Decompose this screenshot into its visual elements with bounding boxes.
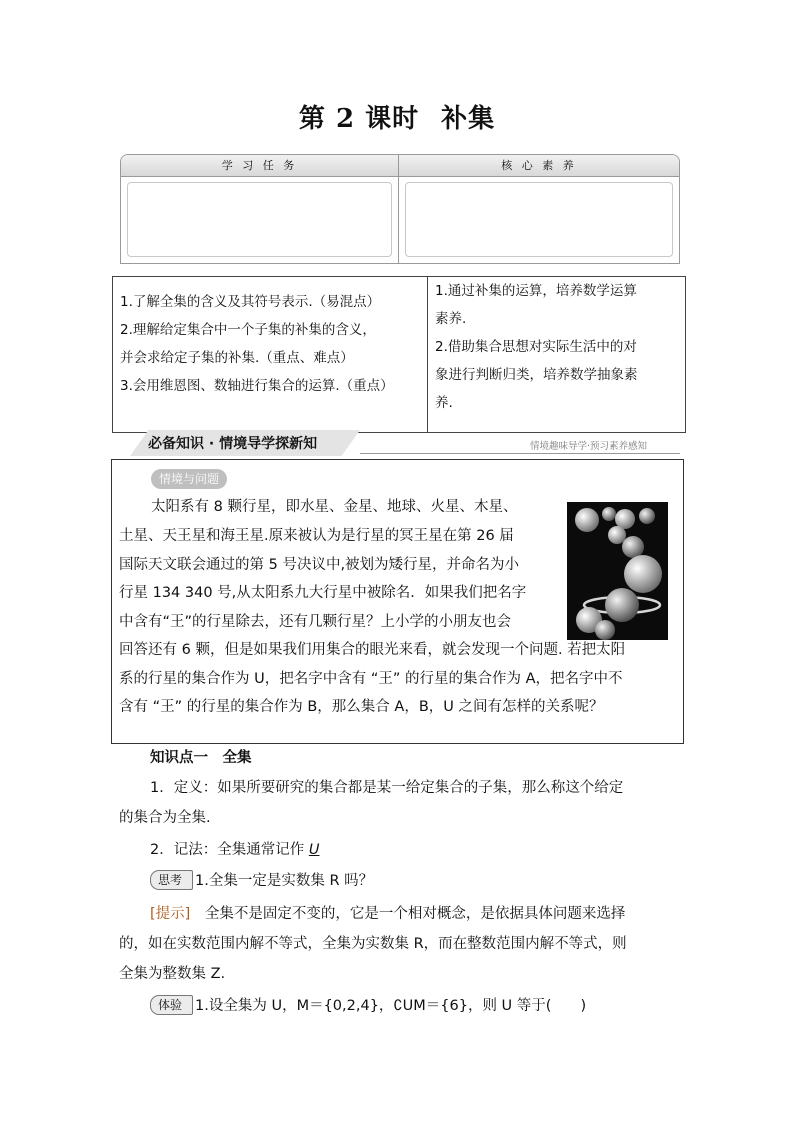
header-literacy-body	[405, 182, 673, 257]
definition-line-1-wrap	[150, 773, 623, 803]
situation-line: 国际天文联会通过的第 5 号决议中,被划为矮行星，并命名为小	[119, 556, 520, 573]
think-line	[150, 866, 373, 896]
knowledge-heading: 知识点一 全集	[150, 750, 252, 766]
literacy-cell	[428, 277, 685, 432]
literacy-line: 象进行判断归类，培养数学抽象素	[435, 367, 638, 383]
hint-line	[150, 899, 625, 929]
notation-symbol: U	[308, 842, 320, 858]
think-tag: 思考	[150, 870, 193, 890]
header-tasks-body	[127, 182, 392, 257]
section-divider	[360, 453, 680, 454]
task-line: 1.了解全集的含义及其符号表示.（易混点）	[120, 294, 381, 310]
situation-tag: 情境与问题	[151, 469, 227, 489]
situation-line: 系的行星的集合作为 U，把名字中含有 “王” 的行星的集合作为 A，把名字中不	[119, 670, 623, 687]
header-col-tasks	[121, 155, 399, 263]
experience-question: 1.设全集为 U，M＝{0,2,4}，∁UM＝{6}，则 U 等于( )	[195, 998, 587, 1014]
section-banner-title: 必备知识 · 情境导学探新知	[148, 436, 318, 452]
lesson-topic: 补集	[441, 104, 496, 134]
literacy-line: 1.通过补集的运算，培养数学运算	[435, 283, 637, 299]
lesson-number: 第 2 课时	[298, 104, 420, 134]
situation-text-block	[119, 522, 625, 722]
header-tasks-label: 学 习 任 务	[121, 155, 398, 177]
page-title	[0, 98, 794, 135]
think-question: 1.全集一定是实数集 R 吗？	[195, 873, 374, 889]
definition-line-2-wrap	[119, 803, 211, 833]
hint-tag: [提示]	[150, 906, 191, 922]
exp-line	[150, 991, 586, 1021]
notation-line	[150, 835, 319, 865]
task-line: 并会求给定子集的补集.（重点、难点）	[120, 350, 354, 366]
header-literacy-label: 核 心 素 养	[399, 155, 679, 177]
knowledge-heading-wrap	[150, 743, 252, 773]
section-banner-subtitle: 情境趣味导学·预习素养感知	[530, 441, 648, 452]
definition-line: 1．定义：如果所要研究的集合都是某一给定集合的子集，那么称这个给定	[150, 780, 624, 796]
situation-line: 回答还有 6 颗，但是如果我们用集合的眼光来看，就会发现一个问题. 若把太阳	[119, 642, 626, 658]
planets-image	[567, 502, 668, 640]
literacy-line: 素养.	[435, 311, 467, 327]
notation-text: 2．记法：全集通常记作	[150, 842, 309, 858]
task-line: 2.理解给定集合中一个子集的补集的含义，	[120, 322, 376, 338]
situation-line: 行星 134 340 号,从太阳系九大行星中被除名．如果我们把名字	[119, 585, 527, 601]
hint-line: 全集为整数集 Z.	[119, 966, 226, 982]
hint-text: 全集不是固定不变的，它是一个相对概念，是依据具体问题来选择	[190, 906, 626, 922]
notation-wrap	[150, 835, 319, 865]
experience-tag: 体验	[150, 995, 193, 1015]
literacy-line: 2.借助集合思想对实际生活中的对	[435, 339, 637, 355]
exp-wrap	[150, 991, 586, 1021]
task-line: 3.会用维恩图、数轴进行集合的运算.（重点）	[120, 378, 394, 394]
tasks-cell	[113, 277, 428, 432]
literacy-line: 养.	[435, 395, 453, 411]
header-table	[120, 154, 680, 264]
hint-wrap	[150, 899, 625, 929]
situation-line: 太阳系有 8 颗行星，即水星、金星、地球、火星、木星、	[151, 499, 518, 515]
definition-line: 的集合为全集.	[119, 810, 211, 826]
situation-text-wrapped	[151, 493, 517, 522]
header-col-literacy	[399, 155, 679, 263]
situation-line: 土星、天王星和海王星.原来被认为是行星的冥王星在第 26 届	[119, 528, 514, 544]
hint-cont-wrap	[119, 929, 627, 989]
hint-line: 的，如在实数范围内解不等式，全集为实数集 R，而在整数范围内解不等式，则	[119, 936, 627, 952]
think-wrap	[150, 866, 373, 896]
objectives-table	[112, 276, 686, 433]
situation-line: 中含有“王”的行星除去，还有几颗行星？上小学的小朋友也会	[119, 613, 512, 630]
situation-line: 含有 “王” 的行星的集合作为 B，那么集合 A，B，U 之间有怎样的关系呢？	[119, 699, 604, 715]
